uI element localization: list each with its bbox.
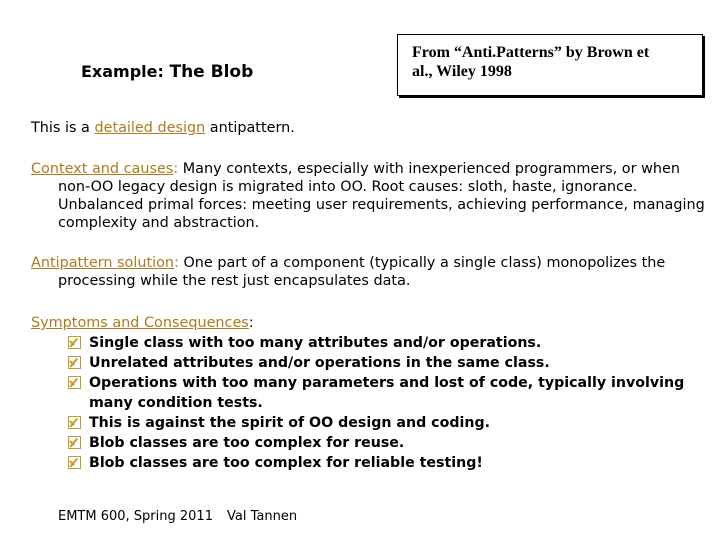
context-colon: : [173,161,179,177]
list-item-text: many condition tests. [89,395,263,411]
list-item [68,433,684,453]
list-item-text: Blob classes are too complex for reuse. [89,435,405,451]
title-main: The Blob [169,62,254,82]
list-item [68,353,684,373]
checkbox-bullet-icon [68,356,81,369]
list-item [68,453,684,473]
intro-paragraph [31,119,295,137]
list-item-text: Operations with too many parameters and lost of code, typically involving [89,375,685,391]
list-item-text: Unrelated attributes and/or operations in the same class. [89,355,550,371]
source-line-1: From “Anti.Patterns” by Brown et [412,44,650,61]
footer-author: Val Tannen [227,509,298,524]
antipattern-solution-link[interactable]: Antipattern solution [31,255,175,271]
list-item-text: This is against the spirit of OO design and coding. [89,415,490,431]
intro-before: This is a [31,120,95,136]
symptoms-heading [31,314,254,332]
checkbox-bullet-icon [68,456,81,469]
checkbox-bullet-icon [68,336,81,349]
list-item-continuation [68,393,684,413]
context-line: Unbalanced primal forces: meeting user requirements, achieving performance, managing [58,197,705,213]
list-item [68,373,684,393]
intro-after: antipattern. [205,120,295,136]
list-item [68,333,684,353]
detailed-design-link[interactable]: detailed design [94,120,206,136]
context-line: complexity and abstraction. [58,215,260,231]
context-paragraph [31,160,705,232]
title-prefix: Example: [81,62,170,81]
list-item-text: Single class with too many attributes and/or operations. [89,335,542,351]
symptoms-colon: : [248,315,254,331]
symptoms-list [68,333,684,473]
source-line-2: al., Wiley 1998 [412,63,512,80]
checkbox-bullet-icon [68,376,81,389]
slide-title [81,62,253,82]
solution-colon: : [174,255,179,271]
context-and-causes-link[interactable]: Context and causes [31,161,174,177]
list-item-text: Blob classes are too complex for reliable testing! [89,455,483,471]
solution-line: processing while the rest just encapsulates data. [58,273,411,289]
solution-paragraph [31,254,665,290]
solution-first-line: One part of a component (typically a single class) monopolizes the [178,255,666,271]
context-line: non-OO legacy design is migrated into OO. Root causes: sloth, haste, ignorance. [58,179,638,195]
checkbox-bullet-icon [68,436,81,449]
list-item [68,413,684,433]
source-citation-box [397,34,703,96]
symptoms-and-consequences-link[interactable]: Symptoms and Consequences [31,315,249,331]
footer-course: EMTM 600, Spring 2011 [58,509,213,524]
context-first-line: Many contexts, especially with inexperienced programmers, or when [178,161,680,177]
checkbox-bullet-icon [68,416,81,429]
